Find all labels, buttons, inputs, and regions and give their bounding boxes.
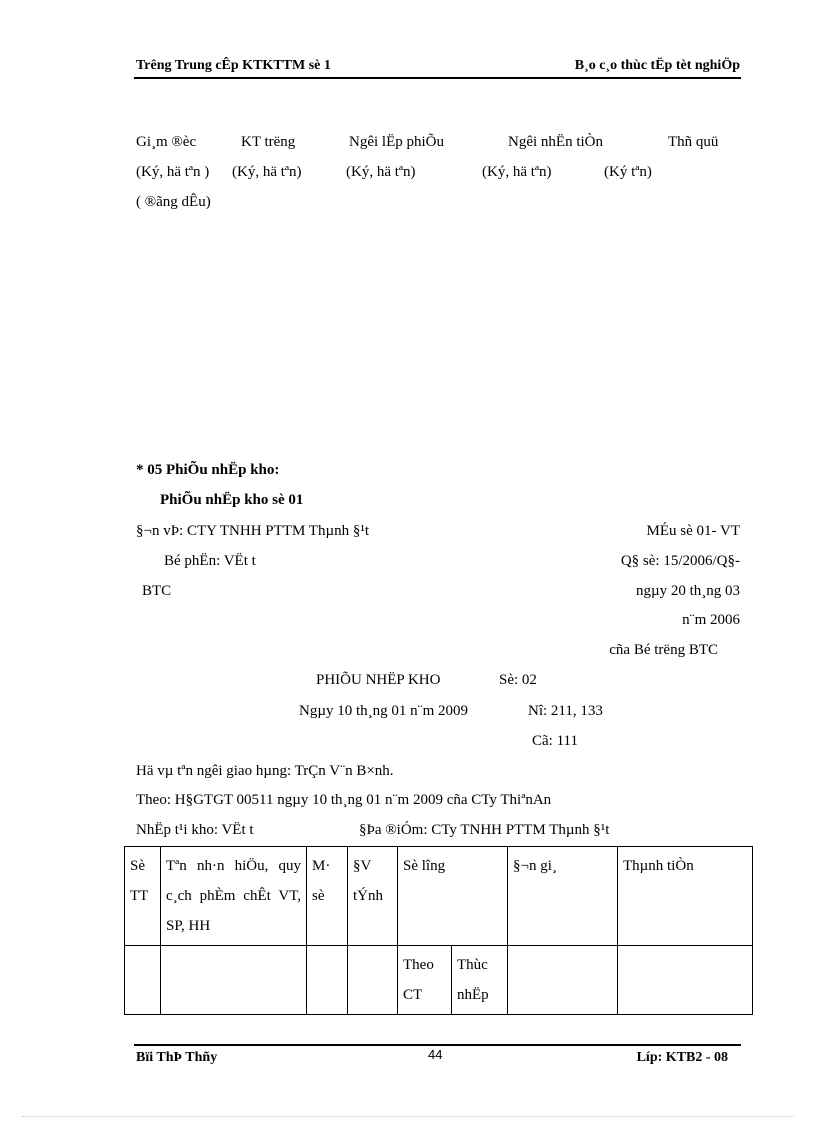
cell-empty <box>161 946 307 1015</box>
receipt-table <box>124 846 753 1015</box>
footer-author: Bïi ThÞ Thñy <box>136 1050 218 1065</box>
cell-empty <box>125 946 161 1015</box>
form-number: MÉu sè 01- VT <box>646 523 740 539</box>
footer-rule <box>134 1044 741 1046</box>
cell-empty <box>508 946 618 1015</box>
header-right: B¸o c¸o thùc tËp tèt nghiÖp <box>574 58 740 73</box>
cell-empty <box>348 946 398 1015</box>
receipt-basis: Theo: H§GTGT 00511 ngµy 10 th¸ng 01 n¨m 2009 cña CTy ThiªnAn <box>136 792 552 808</box>
signature-role-receiver: Ngêi nhËn tiÒn <box>508 134 603 150</box>
signature-role-director: Gi¸m ®èc <box>136 134 197 150</box>
section-heading: * 05 PhiÕu nhËp kho: <box>136 462 280 478</box>
cell-empty <box>618 946 753 1015</box>
header-quantity: Sè lîng <box>398 847 508 946</box>
signature-role-preparer: Ngêi lËp phiÕu <box>349 134 444 150</box>
decision-number: Q§ sè: 15/2006/Q§- <box>620 553 740 569</box>
signature-note-cashier: (Ký tªn) <box>604 164 652 180</box>
decision-date: ngµy 20 th¸ng 03 <box>635 583 740 599</box>
deliverer: Hä vµ tªn ngêi giao hµng: TrÇn V¨n B×nh. <box>136 763 394 779</box>
signature-stamp-note: ( ®ãng dÊu) <box>136 194 211 210</box>
header-left: Trêng Trung cÊp KTKTTM sè 1 <box>136 58 331 73</box>
page-bottom-divider <box>22 1116 794 1117</box>
signature-note-chief-accountant: (Ký, hä tªn) <box>232 164 302 180</box>
issuer: cña Bé trëng BTC <box>609 642 718 658</box>
header-item-name: Tªn nh·n hiÖu, quy c¸ch phÈm chÊt VT, SP, HH <box>161 847 307 946</box>
subheader-per-document: Theo CT <box>398 946 452 1015</box>
receipt-title: PHIÕU NHËP KHO <box>316 672 441 688</box>
debit-accounts: Nî: 211, 133 <box>528 703 603 719</box>
header-stt: Sè TT <box>125 847 161 946</box>
warehouse: NhËp t¹i kho: VËt t <box>136 822 254 838</box>
cell-empty <box>307 946 348 1015</box>
warehouse-location: §Þa ®iÓm: CTy TNHH PTTM Thµnh §¹t <box>359 822 610 838</box>
decision-year: n¨m 2006 <box>682 612 740 628</box>
page-number: 44 <box>428 1047 443 1062</box>
signature-note-receiver: (Ký, hä tªn) <box>482 164 552 180</box>
header-rule <box>134 77 741 79</box>
signature-note-director: (Ký, hä tªn ) <box>136 164 210 180</box>
table-header-row <box>125 847 753 946</box>
header-code: M· sè <box>307 847 348 946</box>
header-unit-price: §¬n gi¸ <box>508 847 618 946</box>
footer-class: Líp: KTB2 - 08 <box>636 1050 728 1065</box>
department: Bé phËn: VËt t <box>164 553 256 569</box>
header-unit: §V tÝnh <box>348 847 398 946</box>
receipt-number: Sè: 02 <box>499 672 537 688</box>
receipt-date: Ngµy 10 th¸ng 01 n¨m 2009 <box>299 703 469 719</box>
credit-account: Cã: 111 <box>532 733 578 749</box>
section-subheading: PhiÕu nhËp kho sè 01 <box>160 492 304 508</box>
signature-note-preparer: (Ký, hä tªn) <box>346 164 416 180</box>
unit-name: §¬n vÞ: CTY TNHH PTTM Thµnh §¹t <box>136 523 370 539</box>
signature-role-cashier: Thñ quü <box>668 134 719 150</box>
signature-role-chief-accountant: KT trëng <box>241 134 296 150</box>
header-amount: Thµnh tiÒn <box>618 847 753 946</box>
table-subheader-row <box>125 946 753 1015</box>
subheader-actual-received: Thùc nhËp <box>452 946 508 1015</box>
btc-label: BTC <box>142 583 172 599</box>
